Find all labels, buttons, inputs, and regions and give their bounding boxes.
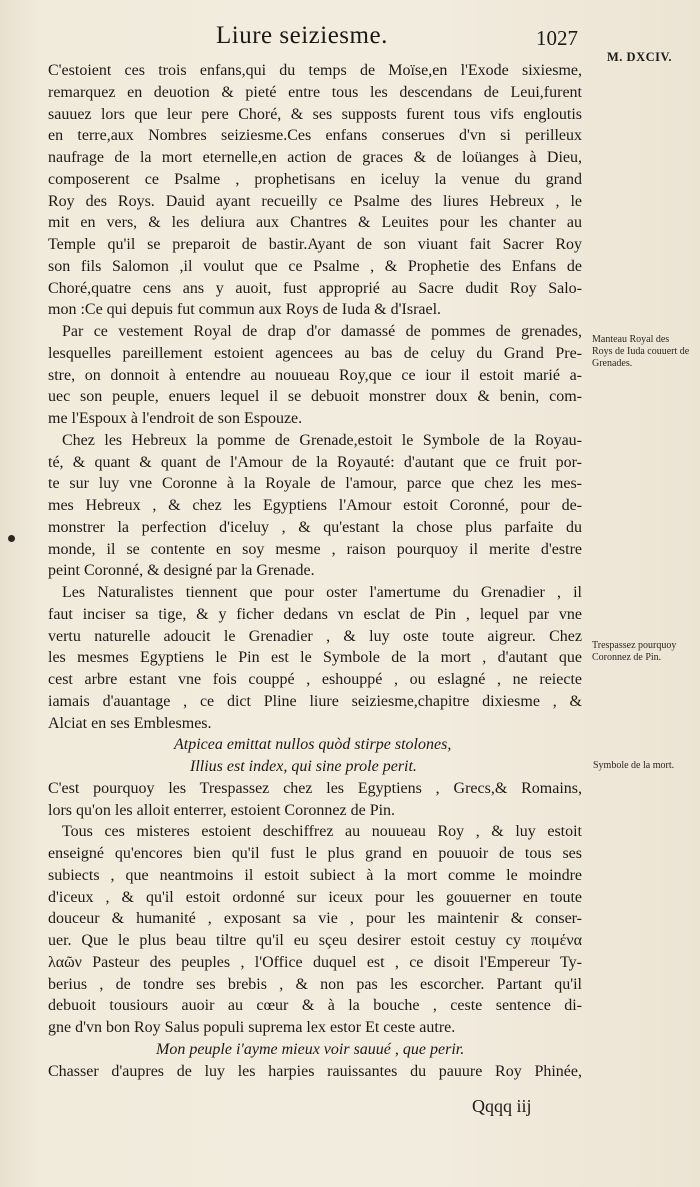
text-line: iamais d'auantage , ce dict Pline liure seiziesme,chapitre dixiesme , & xyxy=(48,692,582,710)
text-line: lesquelles pareillement estoient agencees au bas de celuy du Grand Pre- xyxy=(48,344,582,362)
text-line: Alciat en ses Emblesmes. xyxy=(48,714,212,732)
text-line: d'iceux , & qu'il estoit ordonné sur iceux pour les gouuerner en toute xyxy=(48,888,582,906)
text-line: subiects , que neantmoins il estoit subiect à la mort comme le moindre xyxy=(48,866,582,884)
text-line: monstrer la perfection d'iceluy , & qu'estant la chose plus parfaite du xyxy=(48,518,582,536)
text-line: Temple qu'il se preparoit de bastir.Ayant de son viuant fait Sacrer Roy xyxy=(48,236,582,253)
text-line: Par ce vestement Royal de drap d'or damassé de pommes de grenades, xyxy=(62,323,582,340)
text-line: te sur luy vne Coronne à la Royale de l'amour, parce que chez les mes- xyxy=(48,475,582,493)
text-line: uec son peuple, enuers lequel il se debuoit monstrer doux & benin, com- xyxy=(48,388,582,406)
text-line: monde, il se contente en soy mesme , raison pourquoy il merite d'estre xyxy=(48,540,582,558)
margin-note-manteau: Manteau Royal des Roys de Iuda couuert de Grenades. xyxy=(592,334,690,369)
text-line: vertu naturelle adoucit le Grenadier , & luy oste toute aigreur. Chez xyxy=(48,627,582,645)
signature-mark: Qqqq iij xyxy=(472,1096,532,1116)
text-line: gne d'vn bon Roy Salus populi suprema lex estor Et ceste autre. xyxy=(48,1019,456,1036)
margin-dot-mark xyxy=(8,535,15,542)
text-line: les mesmes Egyptiens le Pin est le Symbole de la mort , d'autant que xyxy=(48,649,582,667)
text-line: C'estoient ces trois enfans,qui du temps de Moïse,en l'Exode sixiesme, xyxy=(48,62,582,79)
text-line: peint Coronné, & designé par la Grenade. xyxy=(48,562,315,580)
text-line: cest arbre estant vne fois couppé , eshouppé , ou eslagné , ne reiecte xyxy=(48,671,582,688)
text-line: mit en vers, & les deliura aux Chantres & Leuites pour les chanter au xyxy=(48,214,582,232)
text-line: faut inciser sa tige, & y ficher dedans vn esclat de Pin , lequel par vne xyxy=(48,605,582,623)
text-line: Chez les Hebreux la pomme de Grenade,estoit le Symbole de la Royau- xyxy=(62,431,582,449)
text-line: enseigné qu'encores bien qu'il fust le plus grand en pouuoir de tous ses xyxy=(48,845,582,862)
body-text xyxy=(48,60,582,1082)
text-line: lors qu'on les alloit enterrer, estoient Coronnez de Pin. xyxy=(48,801,396,819)
text-line: Choré,quatre cens ans y auoit, fust approprié au Sacre dudit Roy Salo- xyxy=(48,279,582,297)
text-line: remarquez en deuotion & pieté entre tous les descendans de Leui,furent xyxy=(48,83,582,101)
running-title: Liure seiziesme. xyxy=(216,22,388,49)
text-line: me l'Espoux à l'endroit de son Espouze. xyxy=(48,410,303,427)
text-line: C'est pourquoy les Trespassez chez les Egyptiens , Grecs,& Romains, xyxy=(48,779,582,797)
french-verse-line: Mon peuple i'ayme mieux voir sauué , que perir. xyxy=(156,1040,465,1058)
text-line: sauuez lors que leur pere Choré, & ses supposts furent tous vifs engloutis xyxy=(48,105,582,123)
text-line: debuoit tousiours auoir au cœur & à la bouche , ceste sentence di- xyxy=(48,997,582,1015)
text-line: Tous ces misteres estoient deschiffrez au nouueau Roy , & luy estoit xyxy=(62,823,582,841)
text-line: té, & quant & quant de l'Amour de la Royauté: d'autant que ce fruit por- xyxy=(48,453,582,471)
text-line: naufrage de la mort eternelle,en action de graces & de loüanges à Dieu, xyxy=(48,149,582,166)
text-line: stre, on donnoit à entendre au nouueau Roy,que ce iour il estoit marié a- xyxy=(48,366,582,384)
text-line: Chasser d'aupres de luy les harpies rauissantes du pauure Roy Phinée, xyxy=(48,1062,582,1080)
text-line: berius , de tondre ses brebis , & non pas les escorcher. Partant qu'il xyxy=(48,975,582,993)
text-line: uer. Que le plus beau tiltre qu'il eu sçeu desirer estoit cestuy cy ποιμένα xyxy=(48,932,582,949)
section-marker: M. DXCIV. xyxy=(607,50,673,64)
text-line: Les Naturalistes tiennent que pour oster l'amertume du Grenadier , il xyxy=(62,584,582,601)
margin-note-trespassez: Trespassez pourquoy Coronnez de Pin. xyxy=(592,640,677,663)
text-line: mon :Ce qui depuis fut commun aux Roys de Iuda & d'Israel. xyxy=(48,301,442,319)
latin-verse-line: Illius est index, qui sine prole perit. xyxy=(190,758,417,775)
text-line: composerent ce Psalme , prophetisans en iceluy la venue du grand xyxy=(48,170,582,188)
margin-note-symbole: Symbole de la mort. xyxy=(593,760,675,771)
text-line: mes Hebreux , & chez les Egyptiens l'Amour estoit Coronné, pour de- xyxy=(48,497,582,514)
text-line: en terre,aux Nombres seiziesme.Ces enfans conserues d'vn si perilleux xyxy=(48,127,582,145)
page-number: 1027 xyxy=(536,26,578,50)
text-line: λαῶν Pasteur des peuples , l'Office duquel est , ce disoit l'Empereur Ty- xyxy=(48,953,582,971)
text-line: douceur & humanité , exposant sa vie , pour les maintenir & conser- xyxy=(48,910,582,928)
text-line: son fils Salomon ,il voulut que ce Psalme , & Prophetie des Enfans de xyxy=(48,257,582,275)
text-line: Roy des Roys. Dauid ayant recueilly ce Psalme des liures Hebreux , le xyxy=(48,192,582,210)
latin-verse-line: Atpicea emittat nullos quòd stirpe stolones, xyxy=(174,736,452,754)
